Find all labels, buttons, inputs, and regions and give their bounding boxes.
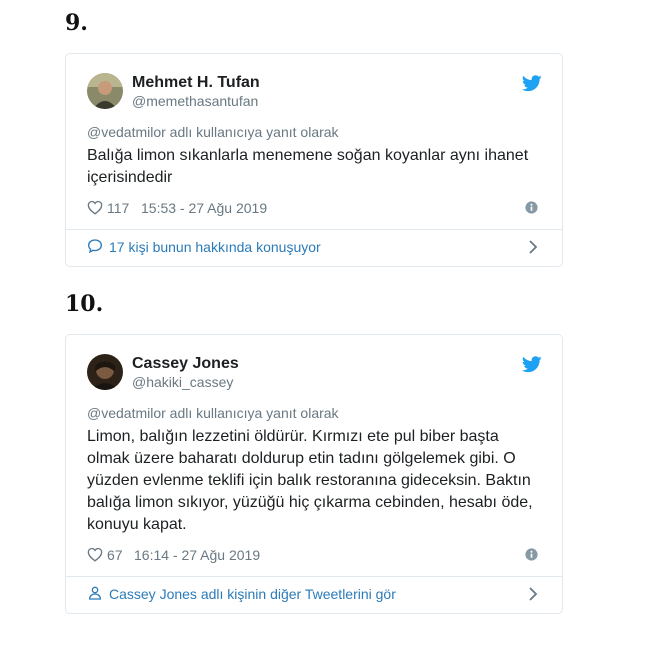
item-number: 10.	[65, 291, 104, 317]
twitter-bird-icon[interactable]	[522, 356, 542, 373]
heart-icon[interactable]	[87, 547, 103, 562]
item-number: 9.	[65, 10, 88, 36]
avatar[interactable]	[87, 354, 123, 390]
more-tweets-link-label[interactable]: Cassey Jones adlı kişinin diğer Tweetlerini gör	[109, 586, 396, 602]
author-name[interactable]: Cassey Jones	[132, 355, 239, 372]
tweet-header	[87, 73, 542, 111]
conversation-link[interactable]	[87, 236, 542, 258]
speech-bubble-icon	[87, 238, 103, 254]
conversation-link-label[interactable]: 17 kişi bunun hakkında konuşuyor	[109, 239, 321, 255]
person-icon	[87, 585, 103, 601]
info-icon[interactable]	[525, 201, 538, 214]
reply-context[interactable]: @vedatmilor adlı kullanıcıya yanıt olarak	[87, 405, 339, 421]
chevron-right-icon[interactable]	[528, 586, 538, 602]
divider	[66, 576, 562, 577]
tweet-header	[87, 354, 542, 392]
avatar[interactable]	[87, 73, 123, 109]
author-handle[interactable]: @hakiki_cassey	[132, 374, 234, 390]
like-count[interactable]: 117	[107, 200, 130, 216]
info-icon[interactable]	[525, 548, 538, 561]
more-tweets-link[interactable]	[87, 583, 542, 605]
timestamp[interactable]: 15:53 - 27 Ağu 2019	[141, 200, 268, 216]
chevron-right-icon[interactable]	[528, 239, 538, 255]
like-count[interactable]: 67	[107, 547, 123, 563]
author-handle[interactable]: @memethasantufan	[132, 93, 259, 109]
reply-context[interactable]: @vedatmilor adlı kullanıcıya yanıt olarak	[87, 124, 339, 140]
tweet-meta	[87, 545, 542, 565]
tweet-card[interactable]	[65, 334, 563, 614]
timestamp[interactable]: 16:14 - 27 Ağu 2019	[134, 547, 261, 563]
tweet-text: Balığa limon sıkanlarla menemene soğan koyanlar aynı ihanet içerisindedir	[87, 147, 529, 186]
divider	[66, 229, 562, 230]
twitter-bird-icon[interactable]	[522, 75, 542, 92]
tweet-card[interactable]	[65, 53, 563, 267]
tweet-text: Limon, balığın lezzetini öldürür. Kırmızı ete pul biber başta olmak üzere baharatı doldurup etin tadını gölgelemek gibi. O yüzden evlenme teklifi için balık restoranına gideceksin. Baktın balığa limon sıkıyor, yüzüğü hiç çıkarma cebinden, hesabı öde, konuyu kapat.	[87, 428, 533, 533]
heart-icon[interactable]	[87, 200, 103, 215]
author-name[interactable]: Mehmet H. Tufan	[132, 74, 260, 91]
tweet-meta	[87, 198, 542, 218]
